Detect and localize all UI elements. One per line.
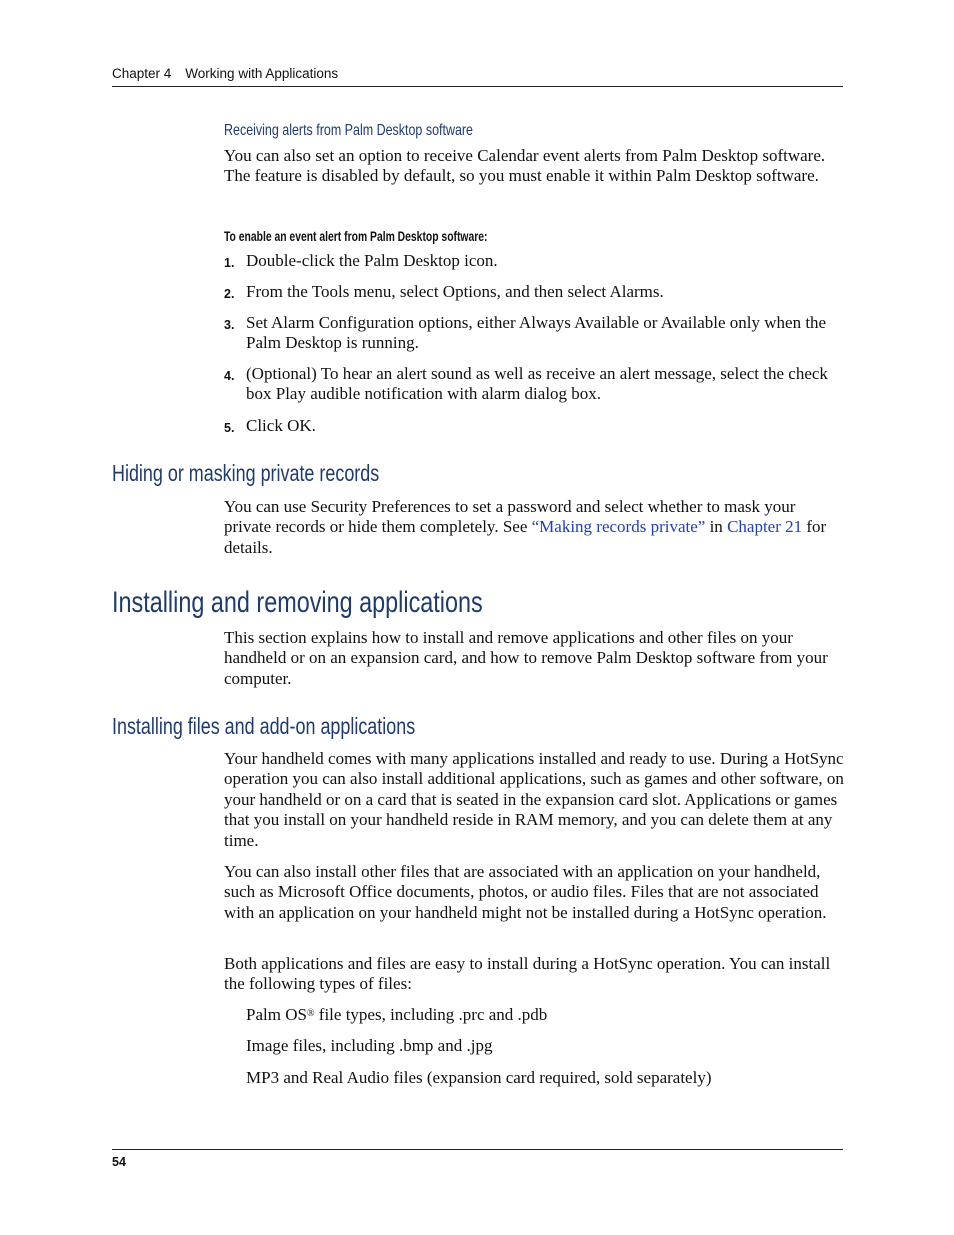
heading-installing-removing: Installing and removing applications [112,586,483,619]
procedure-title: To enable an event alert from Palm Desktop software: [224,228,488,244]
registered-mark: ® [306,1008,315,1019]
page-number: 54 [112,1155,126,1169]
para-hiding [224,497,844,558]
step-text: Set Alarm Configuration options, either Always Available or Available only when the Palm Desktop is running. [246,313,827,353]
step-number: 5. [224,421,235,435]
header-chapter: Chapter 4 [112,66,172,81]
heading-receiving-alerts: Receiving alerts from Palm Desktop software [224,122,474,139]
link-making-records-private[interactable]: “Making records private” [531,517,706,537]
step-1 [224,251,844,271]
para-addon-3: Both applications and files are easy to install during a HotSync operation. You can install the following types of files: [224,954,831,994]
header-rule [112,86,843,87]
step-number: 3. [224,318,235,332]
list-item-mp3: MP3 and Real Audio files (expansion card required, sold separately) [246,1068,712,1087]
step-text: (Optional) To hear an alert sound as well as receive an alert message, select the check box Play audible notification with alarm dialog box. [246,364,828,404]
para-hiding-mid: in [705,517,728,537]
step-number: 4. [224,369,235,383]
para-hiding-text: You can use Security Preferences to set a password and select whether to mask your private records or hide them completely. See [224,497,796,537]
step-4 [224,364,844,405]
heading-hiding-records: Hiding or masking private records [112,460,380,486]
footer-rule [112,1149,843,1150]
list-item-image-files: Image files, including .bmp and .jpg [246,1036,493,1055]
step-text: From the Tools menu, select Options, and then select Alarms. [246,282,664,301]
step-5 [224,416,844,436]
bullet-text-rest: file types, including .prc and .pdb [314,1005,548,1024]
step-text: Click OK. [246,416,316,435]
step-number: 2. [224,287,235,301]
header-title: Working with Applications [185,66,339,81]
bullet-text: Palm OS [246,1005,307,1024]
step-text: Double-click the Palm Desktop icon. [246,251,498,270]
step-number: 1. [224,256,235,270]
link-chapter-21[interactable]: Chapter 21 [727,517,803,537]
running-header [112,66,338,81]
step-3 [224,313,844,354]
list-item-palm-os [246,1005,846,1025]
para-addon-1: Your handheld comes with many applications installed and ready to use. During a HotSync operation you can also install additional applications, such as games and other software, on your handheld or on a card that is seated in the expansion card slot. Applications or games that you install on your handheld reside in RAM memory, and you can delete them at any time. [224,749,844,850]
para-addon-2: You can also install other files that are associated with an application on your handheld, such as Microsoft Office documents, photos, or audio files. Files that are not associated with an application on your handheld might not be installed during a HotSync operation. [224,862,827,922]
step-2 [224,282,844,302]
para-hiding-end: for details. [224,517,827,557]
para-alerts: You can also set an option to receive Calendar event alerts from Palm Desktop software. The feature is disabled by default, so you must enable it within Palm Desktop software. [224,146,826,186]
para-installing: This section explains how to install and remove applications and other files on your handheld or on an expansion card, and how to remove Palm Desktop software from your computer. [224,628,828,688]
heading-installing-files: Installing files and add-on applications [112,713,416,739]
